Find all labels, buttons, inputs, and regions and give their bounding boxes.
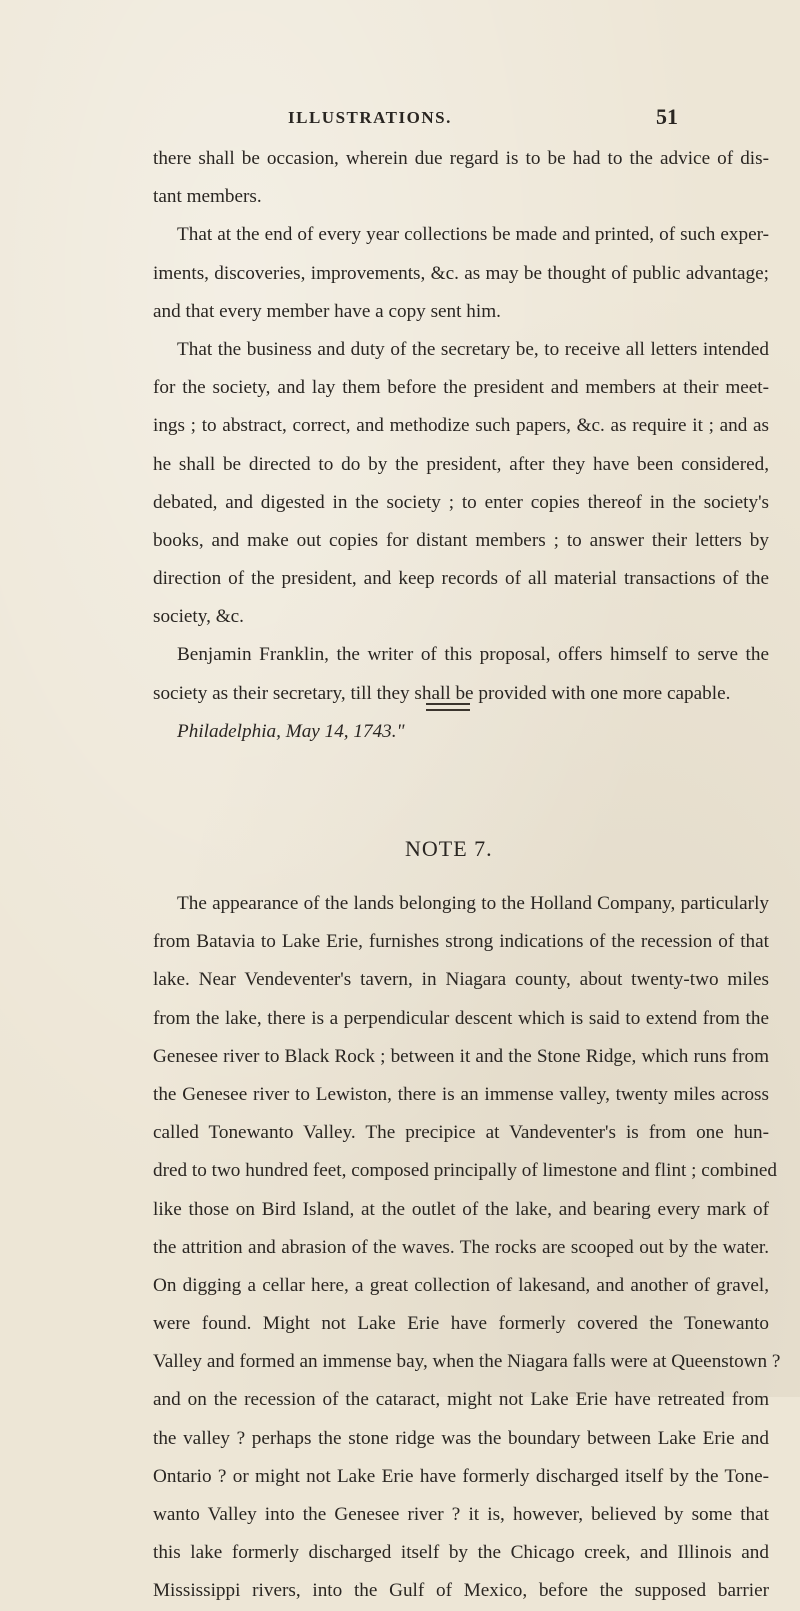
- text-line: the valley ? perhaps the stone ridge was the boundary between Lake Erie and: [153, 1427, 769, 1449]
- text-line: there shall be occasion, wherein due regard is to be had to the advice of dis-: [153, 148, 769, 169]
- text-line: Genesee river to Black Rock ; between it and the Stone Ridge, which runs from: [153, 1045, 769, 1067]
- proposal-text: [153, 140, 769, 751]
- text-line: That at the end of every year collections be made and printed, of such exper-: [177, 224, 769, 246]
- text-line: The appearance of the lands belonging to the Holland Company, particularly: [177, 893, 769, 914]
- text-line: this lake formerly discharged itself by the Chicago creek, and Illinois and: [153, 1542, 769, 1564]
- text-line: society, &c.: [153, 606, 244, 628]
- text-line: ings ; to abstract, correct, and methodize such papers, &c. as require it ; and as: [153, 415, 769, 437]
- note-text: [153, 885, 781, 1611]
- text-line: On digging a cellar here, a great collection of lakesand, and another of gravel,: [153, 1274, 769, 1296]
- text-line: the attrition and abrasion of the waves. The rocks are scooped out by the water.: [153, 1236, 769, 1258]
- running-head-title: ILLUSTRATIONS.: [288, 108, 452, 127]
- section-divider: [426, 703, 470, 711]
- text-line: dred to two hundred feet, composed principally of limestone and flint ; combined: [153, 1160, 777, 1182]
- text-line: were found. Might not Lake Erie have formerly covered the Tonewanto: [153, 1313, 769, 1335]
- text-line: for the society, and lay them before the president and members at their meet-: [153, 377, 769, 399]
- text-line: wanto Valley into the Genesee river ? it is, however, believed by some that: [153, 1504, 769, 1525]
- text-line: and that every member have a copy sent him.: [153, 300, 501, 322]
- text-line: society as their secretary, till they shall be provided with one more capable.: [153, 682, 731, 704]
- text-line: he shall be directed to do by the president, after they have been considered,: [153, 453, 769, 475]
- note-heading: NOTE 7.: [405, 836, 493, 861]
- text-line: called Tonewanto Valley. The precipice at Vandeventer's is from one hun-: [153, 1122, 769, 1144]
- text-line: Ontario ? or might not Lake Erie have formerly discharged itself by the Tone-: [153, 1465, 769, 1487]
- text-line: tant members.: [153, 186, 262, 208]
- text-line: direction of the president, and keep records of all material transactions of the: [153, 568, 769, 590]
- text-line: debated, and digested in the society ; to enter copies thereof in the society's: [153, 491, 769, 513]
- text-line: books, and make out copies for distant members ; to answer their letters by: [153, 529, 769, 551]
- text-line: Benjamin Franklin, the writer of this proposal, offers himself to serve the: [177, 644, 769, 666]
- text-line: and on the recession of the cataract, might not Lake Erie have retreated from: [153, 1389, 769, 1411]
- text-line: That the business and duty of the secretary be, to receive all letters intended: [177, 338, 769, 360]
- text-line: Valley and formed an immense bay, when the Niagara falls were at Queenstown ?: [153, 1351, 781, 1373]
- text-line: the Genesee river to Lewiston, there is an immense valley, twenty miles across: [153, 1083, 769, 1105]
- text-line: iments, discoveries, improvements, &c. as may be thought of public advantage;: [153, 262, 769, 284]
- text-line: like those on Bird Island, at the outlet of the lake, and bearing every mark of: [153, 1198, 769, 1220]
- page-number: 51: [656, 104, 678, 129]
- running-head: [288, 104, 678, 134]
- text-line: lake. Near Vendeventer's tavern, in Niagara county, about twenty-two miles: [153, 969, 769, 991]
- text-line: Mississippi rivers, into the Gulf of Mexico, before the supposed barrier: [153, 1580, 769, 1602]
- text-line: from Batavia to Lake Erie, furnishes strong indications of the recession of that: [153, 931, 769, 953]
- text-line: from the lake, there is a perpendicular descent which is said to extend from the: [153, 1007, 769, 1029]
- signature-line: Philadelphia, May 14, 1743.": [177, 720, 405, 742]
